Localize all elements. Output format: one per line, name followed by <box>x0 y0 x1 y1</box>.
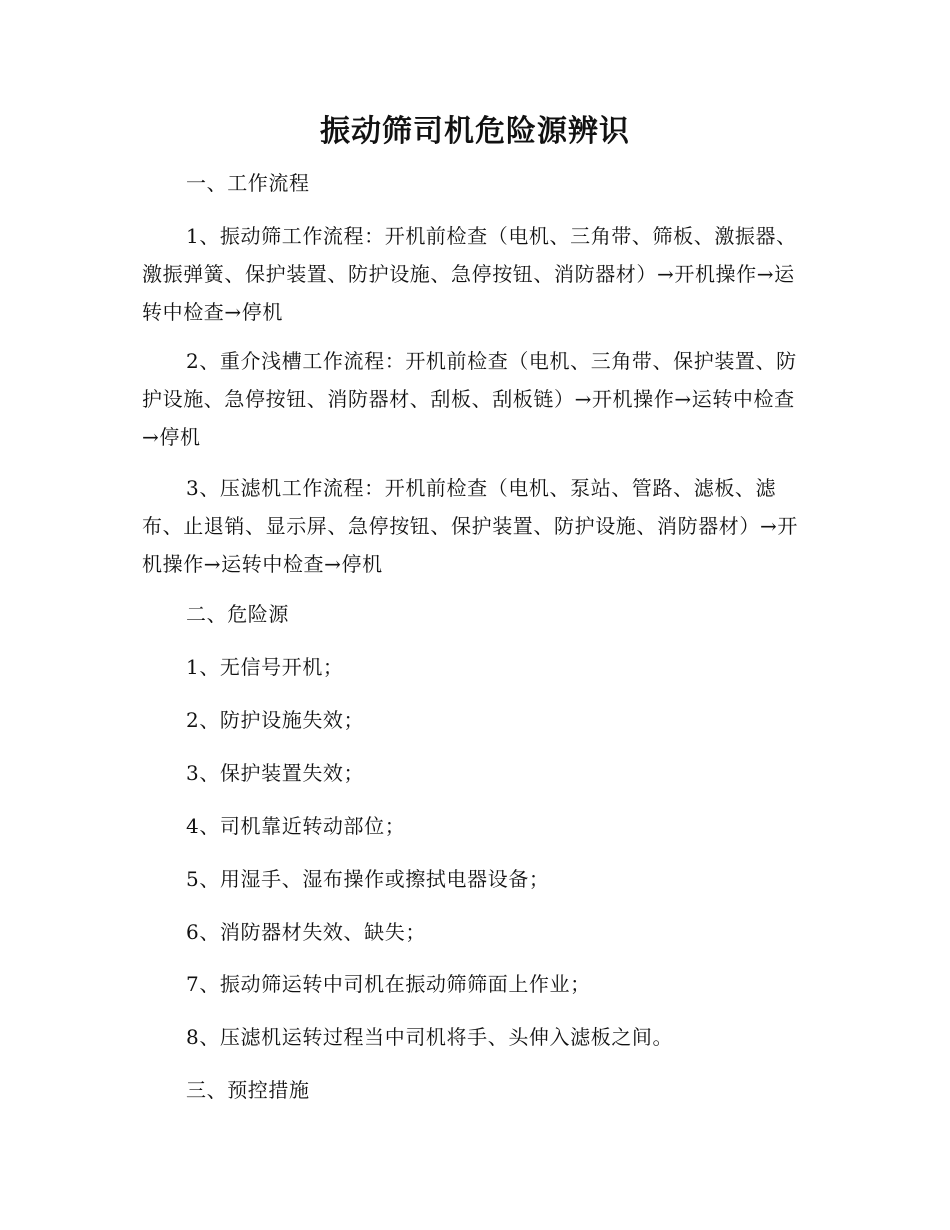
hazard-item-8: 8、压滤机运转过程当中司机将手、头伸入滤板之间。 <box>186 1025 674 1049</box>
hazard-item-1: 1、无信号开机； <box>186 655 344 679</box>
hazard-item-5: 5、用湿手、湿布操作或擦拭电器设备； <box>186 867 550 891</box>
document-title: 振动筛司机危险源辨识 <box>320 114 630 149</box>
section-heading-workflow: 一、工作流程 <box>186 171 310 195</box>
hazard-item-2: 2、防护设施失效； <box>186 708 365 732</box>
section-heading-hazards: 二、危险源 <box>186 602 289 626</box>
hazard-item-3: 3、保护装置失效； <box>186 761 365 785</box>
paragraph-screen-workflow: 1、振动筛工作流程：开机前检查（电机、三角带、筛板、激振器、激振弹簧、保护装置、防护设施、急停按钮、消防器材）→开机操作→运转中检查→停机 <box>142 224 797 324</box>
paragraph-filter-press-workflow: 3、压滤机工作流程：开机前检查（电机、泵站、管路、滤板、滤布、止退销、显示屏、急停按钮、保护装置、防护设施、消防器材）→开机操作→运转中检查→停机 <box>142 476 798 576</box>
hazard-item-4: 4、司机靠近转动部位； <box>186 814 406 838</box>
hazard-item-6: 6、消防器材失效、缺失； <box>186 920 426 944</box>
hazard-item-7: 7、振动筛运转中司机在振动筛筛面上作业； <box>186 972 591 996</box>
section-heading-controls: 三、预控措施 <box>186 1078 310 1102</box>
paragraph-trough-workflow: 2、重介浅槽工作流程：开机前检查（电机、三角带、保护装置、防护设施、急停按钮、消防器材、刮板、刮板链）→开机操作→运转中检查→停机 <box>142 349 797 449</box>
